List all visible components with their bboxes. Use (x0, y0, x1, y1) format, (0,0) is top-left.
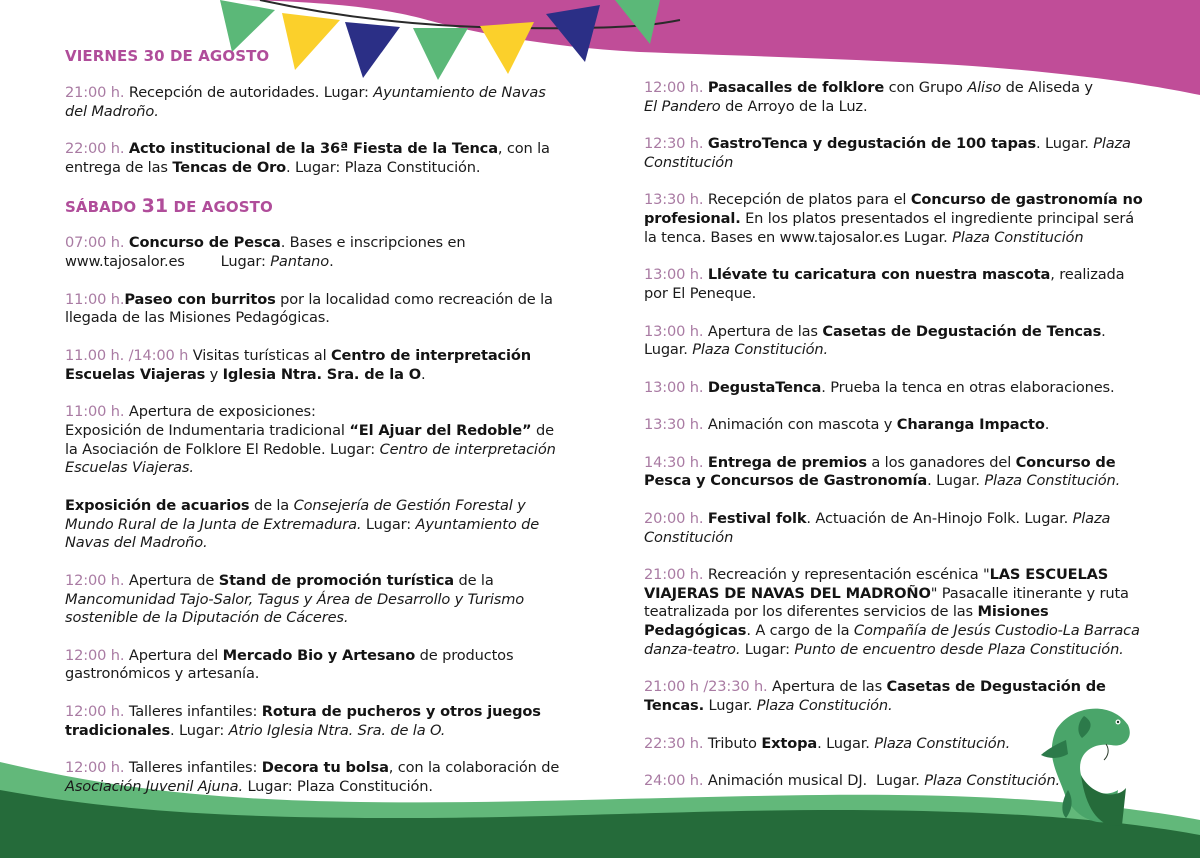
event-item: 13:00 h. DegustaTenca. Prueba la tenca en otras elaboraciones. (644, 378, 1115, 396)
event-time: 13:30 h. (644, 191, 704, 209)
event-item: 11:00 h.Paseo con burritos por la localidad como recreación de la llegada de las Misiones Pedagógicas. (65, 290, 553, 327)
event-time: 12:00 h. (65, 702, 125, 720)
fish-mascot-icon (1036, 700, 1136, 830)
event-item: 20:00 h. Festival folk. Actuación de An-Hinojo Folk. Lugar. Plaza Constitución (644, 509, 1111, 546)
day-heading-saturday: SÁBADO 31 DE AGOSTO (65, 195, 273, 218)
event-time: 22:30 h. (644, 734, 704, 752)
event-item: 24:00 h. Animación musical DJ. Lugar. Plaza Constitución. (644, 772, 1061, 790)
event-time: 21:00 h. (65, 84, 125, 101)
event-item: 14:30 h. Entrega de premios a los ganadores del Concurso de Pesca y Concursos de Gastronomía. Lugar. Plaza Constitución. (644, 453, 1121, 490)
event-item: 13:00 h. Llévate tu caricatura con nuestra mascota, realizada por El Peneque. (644, 266, 1125, 303)
event-time: 11:00 h. (65, 290, 125, 308)
event-item: 22:00 h. Acto institucional de la 36ª Fiesta de la Tenca, con la entrega de las Tencas de Oro. Lugar: Plaza Constitución. (65, 140, 550, 176)
event-time: 11.00 h. /14:00 h (65, 346, 189, 364)
event-item: 11:00 h. Apertura de exposiciones: Exposición de Indumentaria tradicional “El Ajuar del Redoble” de la Asociación de Folklore El Redoble. Lugar: Centro de interpretación Escuelas Viajeras. (65, 402, 556, 477)
event-item: Exposición de acuarios de la Consejería de Gestión Forestal y Mundo Rural de la Junta de Extremadura. Lugar: Ayuntamiento de Navas del Madroño. (65, 496, 540, 552)
event-time: 12:00 h. (65, 646, 125, 664)
event-item: 12:00 h. Talleres infantiles: Rotura de pucheros y otros juegos tradicionales. Lugar: Atrio Iglesia Ntra. Sra. de la O. (65, 702, 541, 739)
event-time: 13:30 h. (644, 416, 704, 434)
event-item: 12:00 h. Talleres infantiles: Decora tu bolsa, con la colaboración de Asociación Juvenil Ajuna. Lugar: Plaza Constitución. (65, 759, 560, 795)
event-item: 22:30 h. Tributo Extopa. Lugar. Plaza Constitución. (644, 734, 1011, 752)
event-item: 12:30 h. GastroTenca y degustación de 100 tapas. Lugar. Plaza Constitución (644, 135, 1131, 171)
event-item: 13:00 h. Apertura de las Casetas de Degustación de Tencas. Lugar. Plaza Constitución. (644, 322, 1106, 359)
event-time: 14:30 h. (644, 453, 704, 471)
event-item: 07:00 h. Concurso de Pesca. Bases e inscripciones en www.tajosalor.es Lugar: Pantano. (65, 234, 470, 271)
event-item: 21:00 h /23:30 h. Apertura de las Casetas de Degustación de Tencas. Lugar. Plaza Constitución. (644, 678, 1106, 715)
event-item: 13:30 h. Recepción de platos para el Concurso de gastronomía no profesional. En los platos presentados el ingrediente principal será la tenca. Bases en www.tajosalor.es Lugar. Plaza Constitución (644, 191, 1143, 246)
event-time: 12:00 h. (65, 571, 125, 589)
day-heading-friday: VIERNES 30 DE AGOSTO (65, 47, 270, 65)
event-time: 12:00 h. (65, 759, 125, 777)
event-time: 13:00 h. (644, 322, 704, 340)
event-time: 22:00 h. (65, 140, 125, 158)
event-time: 13:00 h. (644, 266, 704, 284)
event-item: 13:30 h. Animación con mascota y Charanga Impacto. (644, 416, 1050, 434)
event-time: 21:00 h /23:30 h. (644, 678, 768, 696)
event-time: 20:00 h. (644, 509, 704, 527)
event-time: 07:00 h. (65, 234, 125, 252)
event-item: 12:00 h. Apertura del Mercado Bio y Artesano de productos gastronómicos y artesanía. (65, 646, 514, 683)
event-item: 11.00 h. /14:00 h Visitas turísticas al Centro de interpretación Escuelas Viajeras y Iglesia Ntra. Sra. de la O. (65, 346, 532, 383)
event-item: 21:00 h. Recreación y representación escénica "LAS ESCUELAS VIAJERAS DE NAVAS DEL MADROÑO" Pasacalle itinerante y ruta teatralizada por los diferentes servicios de las Misiones Pedagógicas. A cargo de la Compañía de Jesús Custodio-La Barraca danza-teatro. Lugar: Punto de encuentro desde Plaza Constitución. (644, 565, 1140, 659)
event-time: 13:00 h. (644, 378, 704, 396)
event-item: 12:00 h. Apertura de Stand de promoción turística de la Mancomunidad Tajo-Salor, Tagus y Área de Desarrollo y Turismo sostenible de la Diputación de Cáceres. (65, 571, 525, 627)
event-item: 12:00 h. Pasacalles de folklore con Grupo Aliso de Aliseda y El Pandero de Arroyo de la Luz. (644, 79, 1093, 115)
event-time: 24:00 h. (644, 772, 704, 790)
event-time: 11:00 h. (65, 402, 125, 420)
event-time: 21:00 h. (644, 565, 704, 583)
event-time: 12:00 h. (644, 79, 704, 96)
left-column (65, 46, 565, 815)
event-item: 21:00 h. Recepción de autoridades. Lugar: Ayuntamiento de Navas del Madroño. (65, 84, 546, 120)
event-time: 12:30 h. (644, 135, 704, 153)
